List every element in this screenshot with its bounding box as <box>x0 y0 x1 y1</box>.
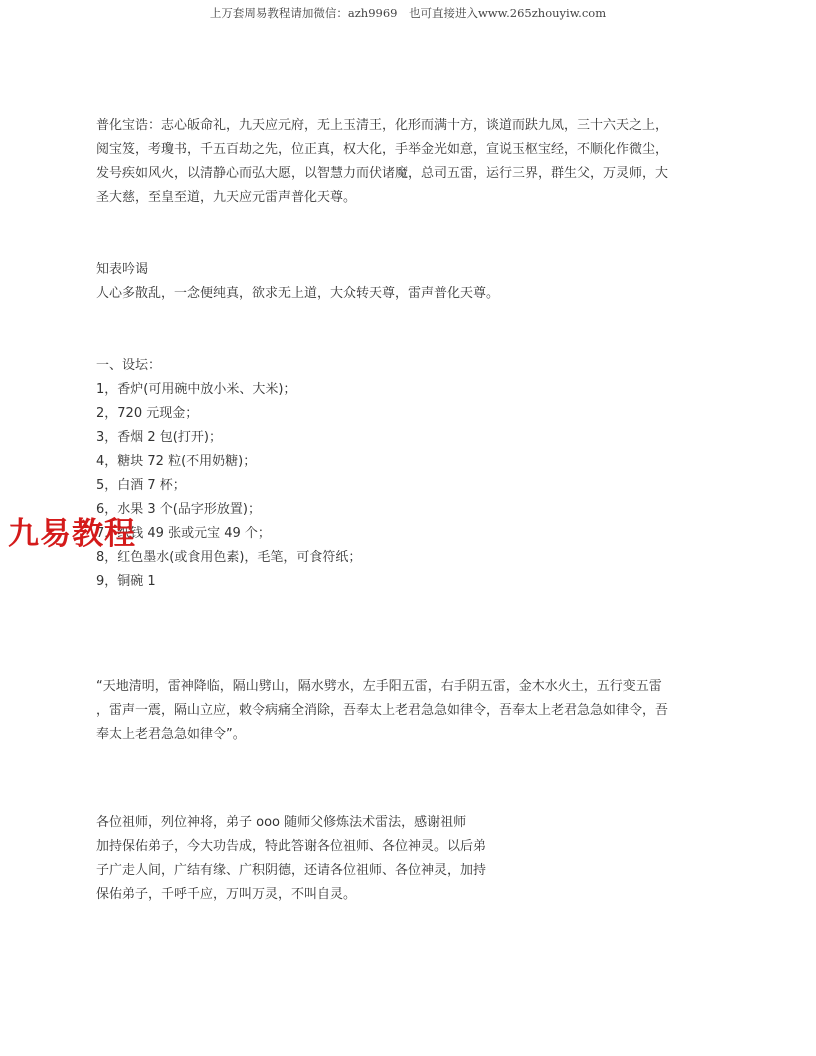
altar-item: 4，糖块 72 粒(不用奶糖)； <box>96 454 257 469</box>
incantation-line: 奉太上老君急急如律令”。 <box>96 727 246 742</box>
invocation-paragraph <box>96 114 720 210</box>
altar-item: 1，香炉(可用碗中放小米、大米)； <box>96 382 297 397</box>
altar-item: 3，香烟 2 包(打开)； <box>96 430 222 445</box>
altar-item: 5，白酒 7 杯； <box>96 478 186 493</box>
altar-section <box>96 354 720 594</box>
altar-item: 7，纸钱 49 张或元宝 49 个； <box>96 526 271 541</box>
altar-item: 6，水果 3 个(品字形放置)； <box>96 502 261 517</box>
page-header-banner: 上万套周易教程请加微信：azh9969 也可直接进入www.265zhouyiw.com <box>209 6 607 20</box>
thanks-line: 加持保佑弟子，今大功告成，特此答谢各位祖师、各位神灵。以后弟 <box>96 839 487 854</box>
invocation-line: 阅宝笈，考瓊书，千五百劫之先，位正真，权大化，手举金光如意，宣说玉枢宝经，不顺化作微尘， <box>96 142 669 157</box>
invocation-line: 发号疾如风火，以清静心而弘大愿，以智慧力而伏诸魔，总司五雷，运行三界，群生父，万灵师，大 <box>96 166 669 181</box>
altar-item: 8，红色墨水(或食用色素)，毛笔，可食符纸； <box>96 550 362 565</box>
thanks-line: 各位祖师，列位神将，弟子 ooo 随师父修炼法术雷法，感谢祖师 <box>96 815 467 830</box>
altar-item: 2，720 元现金； <box>96 406 199 421</box>
altar-item: 9，铜碗 1 <box>96 574 156 589</box>
thanks-paragraph <box>96 811 720 907</box>
incantation-line: “天地清明，雷神降临，隔山劈山，隔水劈水，左手阳五雷，右手阴五雷，金木水火土，五行变五雷 <box>96 679 662 694</box>
thanks-line: 保佑弟子，千呼千应，万叫万灵，不叫自灵。 <box>96 887 357 902</box>
verse-title: 知表吟谒 <box>96 262 149 277</box>
altar-heading: 一、设坛： <box>96 358 162 373</box>
incantation-paragraph <box>96 675 720 747</box>
incantation-line: ，雷声一震，隔山立应，敕令病痛全消除，吾奉太上老君急急如律令，吾奉太上老君急急如律令，吾 <box>96 703 669 718</box>
thanks-line: 子广走人间，广结有缘、广积阴德，还请各位祖师、各位神灵，加持 <box>96 863 487 878</box>
invocation-line: 圣大慈，至皇至道，九天应元雷声普化天尊。 <box>96 190 357 205</box>
watermark-logo: 九易教程 <box>8 516 136 552</box>
invocation-line: 普化宝诰：志心皈命礼，九天应元府，无上玉清王，化形而满十方，谈道而趺九凤，三十六天之上， <box>96 118 669 133</box>
verse-line: 人心多散乱，一念便纯真，欲求无上道，大众转天尊，雷声普化天尊。 <box>96 286 500 301</box>
verse-section <box>96 258 720 306</box>
